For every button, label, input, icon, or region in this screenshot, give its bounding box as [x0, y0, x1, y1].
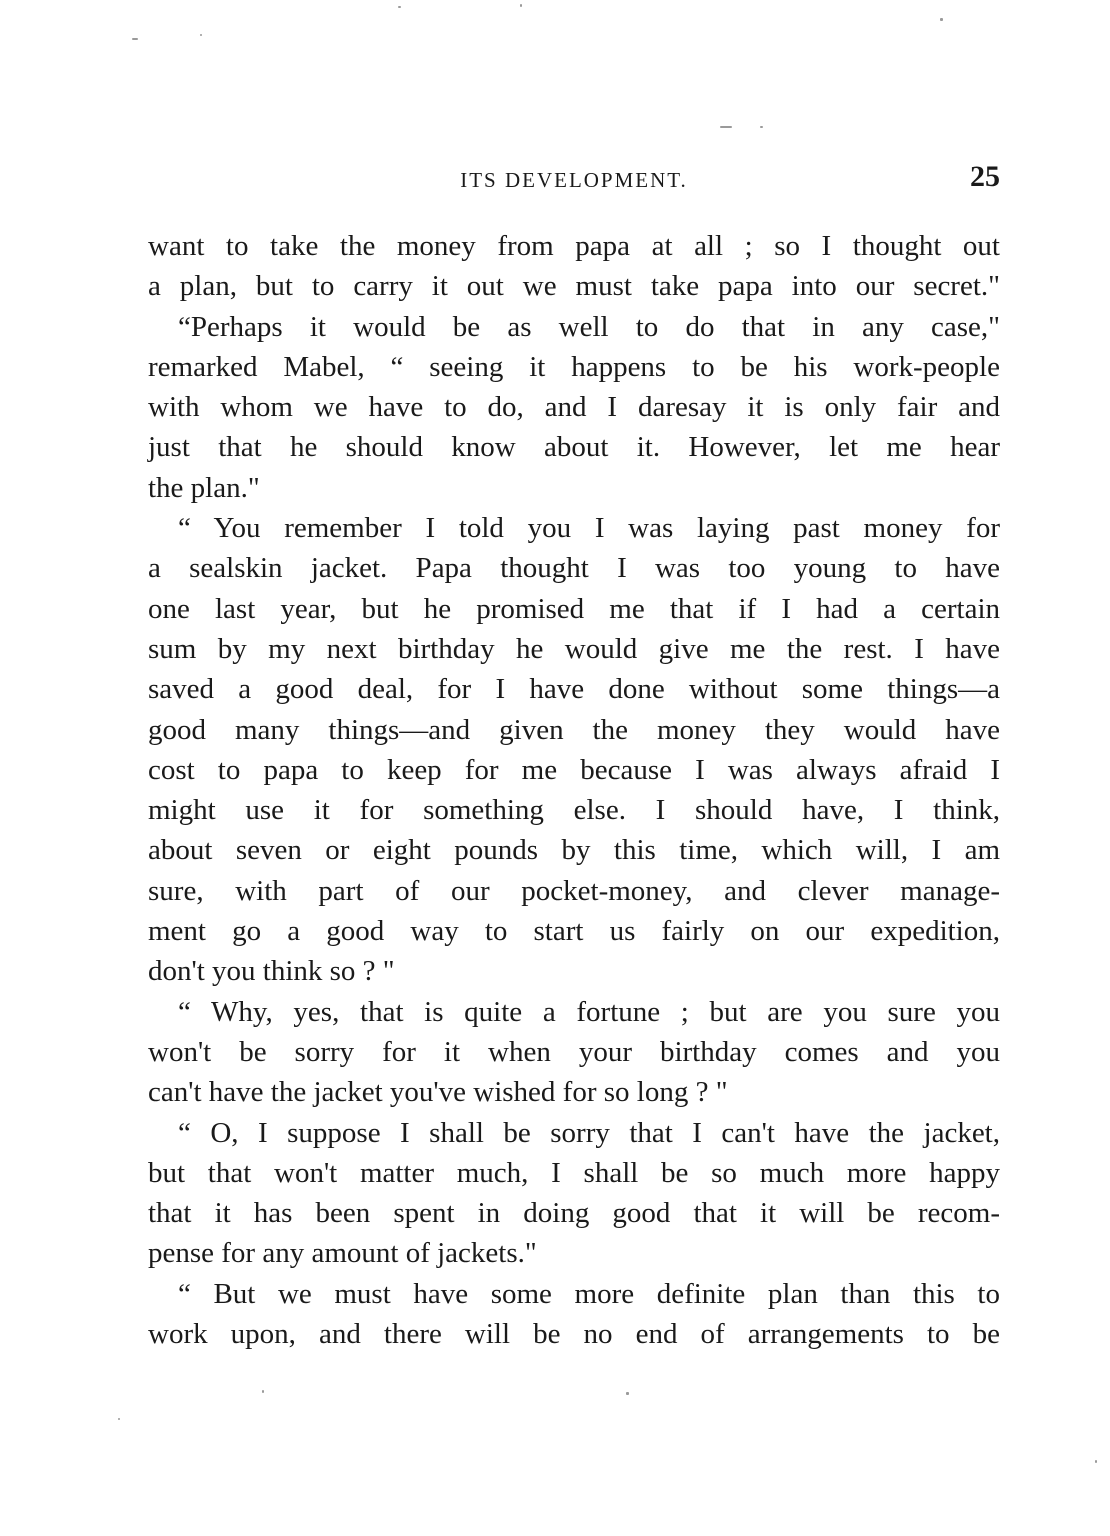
scan-speck [118, 1418, 120, 1420]
scan-speck [132, 38, 138, 40]
text-line: a sealskin jacket. Papa thought I was too young to have [148, 552, 1000, 585]
text-line: “ O, I suppose I shall be sorry that I can't have the jacket, [178, 1116, 1000, 1149]
text-line: cost to papa to keep for me because I was always afraid I [148, 753, 1000, 786]
text-line: one last year, but he promised me that if I had a certain [148, 592, 1000, 625]
text-line: but that won't matter much, I shall be so much more happy [148, 1156, 1000, 1189]
page-number: 25 [970, 160, 1000, 193]
text-line: might use it for something else. I should have, I think, [148, 794, 1000, 827]
text-line: won't be sorry for it when your birthday comes and you [148, 1035, 1000, 1068]
text-line: with whom we have to do, and I daresay it is only fair and [148, 391, 1000, 424]
text-line: “ Why, yes, that is quite a fortune ; but are you sure you [178, 995, 1000, 1028]
scan-speck [398, 6, 401, 8]
scan-speck [262, 1390, 264, 1393]
text-line: just that he should know about it. However, let me hear [148, 431, 1000, 464]
scan-speck [1095, 1460, 1097, 1463]
running-title: ITS DEVELOPMENT. [460, 168, 688, 192]
text-line: can't have the jacket you've wished for so long ? " [148, 1076, 728, 1109]
text-line: “ But we must have some more definite plan than this to [178, 1277, 1000, 1310]
text-line: saved a good deal, for I have done without some things—a [148, 673, 1000, 706]
text-line: pense for any amount of jackets." [148, 1237, 537, 1270]
scan-speck [720, 126, 732, 128]
text-line: about seven or eight pounds by this time, which will, I am [148, 834, 1000, 867]
scan-speck [626, 1392, 629, 1395]
text-line: don't you think so ? " [148, 955, 395, 988]
text-line: “ You remember I told you I was laying past money for [178, 512, 1000, 545]
text-line: ment go a good way to start us fairly on our expedition, [148, 915, 1000, 948]
text-line: sure, with part of our pocket-money, and clever manage- [148, 874, 1000, 907]
text-line: that it has been spent in doing good that it will be recom- [148, 1197, 1000, 1230]
text-line: work upon, and there will be no end of arrangements to be [148, 1318, 1000, 1351]
scan-speck [940, 18, 943, 21]
scan-speck [760, 126, 763, 128]
text-line: good many things—and given the money they would have [148, 713, 1000, 746]
text-line: the plan." [148, 471, 260, 504]
text-line: a plan, but to carry it out we must take papa into our secret." [148, 270, 1000, 303]
text-line: want to take the money from papa at all ; so I thought out [148, 230, 1000, 262]
text-line: “Perhaps it would be as well to do that in any case," [178, 310, 1000, 343]
scan-speck [200, 34, 202, 36]
scan-speck [520, 4, 522, 7]
text-line: sum by my next birthday he would give me the rest. I have [148, 632, 1000, 665]
text-line: remarked Mabel, “ seeing it happens to be his work-people [148, 350, 1000, 383]
page-header [148, 160, 1000, 200]
body-text [148, 226, 1000, 1354]
